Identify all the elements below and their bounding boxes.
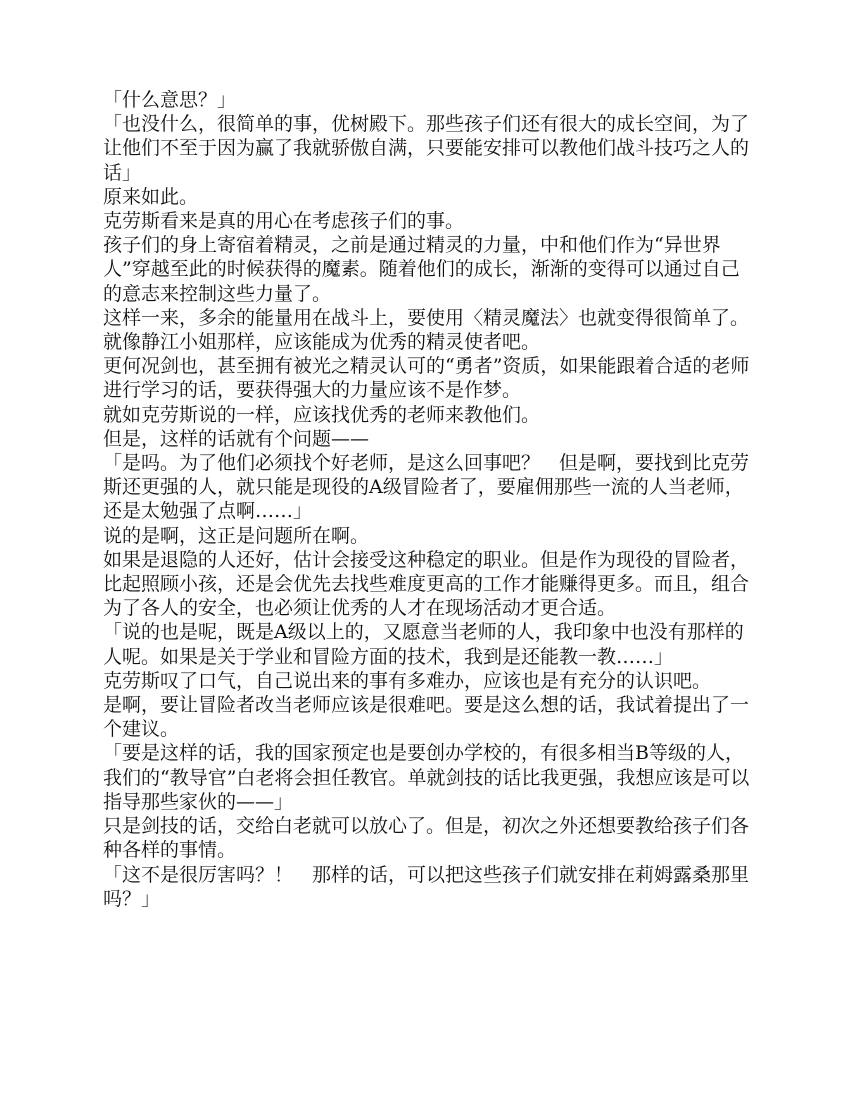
paragraph-9: 但是，这样的话就有个问题—— [103,427,370,450]
paragraph-3: 原来如此。 [103,185,199,208]
paragraph-14: 克劳斯叹了口气，自己说出来的事有多难办，应该也是有充分的认识吧。 [103,669,712,692]
paragraph-2: 「也没什么，很简单的事，优树殿下。那些孩子们还有很大的成长空间，为了让他们不至于因为赢了我就骄傲自满，只要能安排可以教他们战斗技巧之人的话」 [103,113,750,184]
paragraph-15: 是啊，要让冒险者改当老师应该是很难吧。要是这么想的话，我试着提出了一个建议。 [103,694,750,741]
paragraph-10: 「是吗。为了他们必须找个好老师，是这么回事吧？ 但是啊，要找到比克劳斯还更强的人，就只能是现役的A级冒险者了，要雇佣那些一流的人当老师，还是太勉强了点啊……」 [103,452,750,523]
paragraph-1: 「什么意思？」 [103,89,237,111]
paragraph-18: 「这不是很厉害吗？！ 那样的话，可以把这些孩子们就安排在莉姆露桑那里吗？」 [103,863,750,910]
paragraph-12: 如果是退隐的人还好，估计会接受这种稳定的职业。但是作为现役的冒险者，比起照顾小孩，还是会优先去找些难度更高的工作才能赚得更多。而且，组合为了各人的安全，也必须让优秀的人才在现场活动才更合适。 [103,548,750,620]
paragraph-17: 只是剑技的话，交给白老就可以放心了。但是，初次之外还想要教给孩子们各种各样的事情。 [103,815,750,862]
body-text [103,88,753,911]
paragraph-11: 说的是啊，这正是问题所在啊。 [103,524,370,547]
paragraph-8: 就如克劳斯说的一样，应该找优秀的老师来教他们。 [103,403,541,426]
paragraph-6: 这样一来，多余的能量用在战斗上，要使用〈精灵魔法〉也就变得很简单了。就像静江小姐那样，应该能成为优秀的精灵使者吧。 [103,306,750,354]
paragraph-5: 孩子们的身上寄宿着精灵，之前是通过精灵的力量，中和他们作为“异世界人”穿越至此的时候获得的魔素。随着他们的成长，渐渐的变得可以通过自己的意志来控制这些力量了。 [103,234,740,305]
paragraph-4: 克劳斯看来是真的用心在考虑孩子们的事。 [103,210,465,233]
paragraph-7: 更何况剑也，甚至拥有被光之精灵认可的“勇者”资质，如果能跟着合适的老师进行学习的话，要获得强大的力量应该不是作梦。 [103,355,750,402]
paragraph-13: 「说的也是呢，既是A级以上的，又愿意当老师的人，我印象中也没有那样的人呢。如果是关于学业和冒险方面的技术，我到是还能教一教……」 [103,621,744,668]
paragraph-16: 「要是这样的话，我的国家预定也是要创办学校的，有很多相当B等级的人，我们的“教导官”白老将会担任教官。单就剑技的话比我更强，我想应该是可以指导那些家伙的——」 [103,742,750,813]
